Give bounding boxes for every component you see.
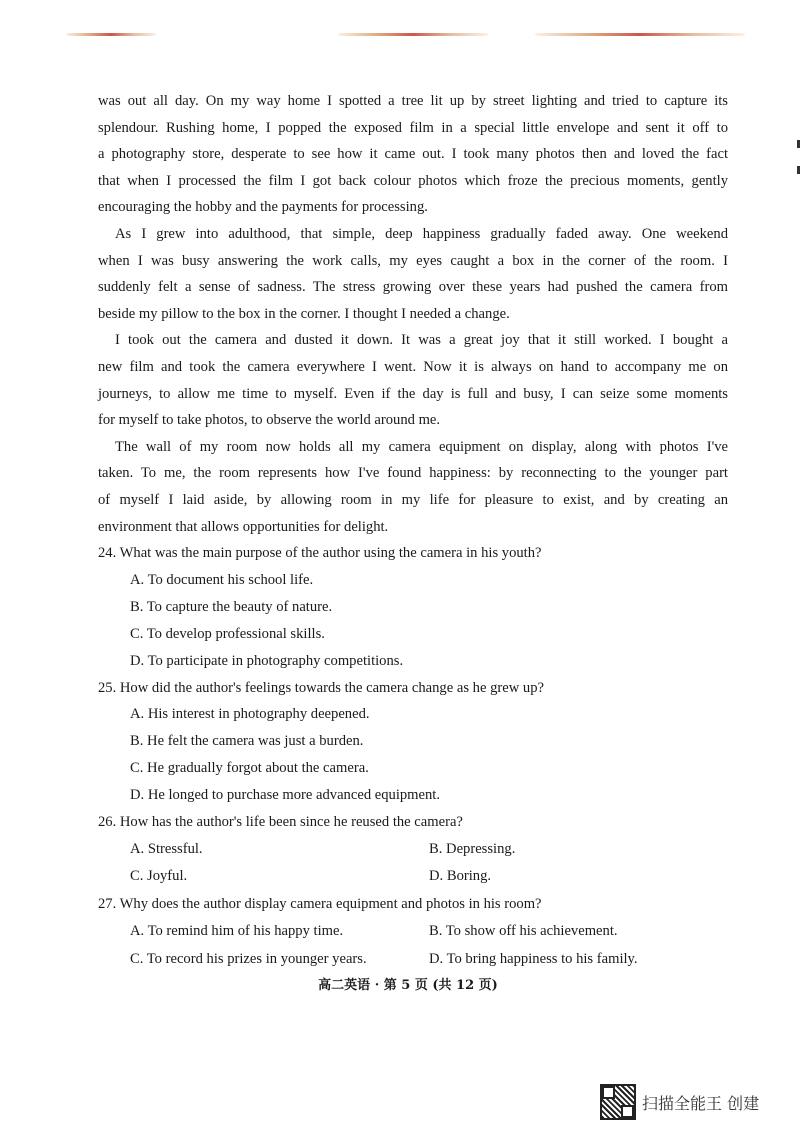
header-decoration-center <box>338 33 488 36</box>
scanner-watermark-text: 扫描全能王 创建 <box>642 1093 760 1113</box>
paragraph-line: that when I processed the film I got back colour photos which froze the precious moments, gently <box>98 172 728 189</box>
paragraph-line: environment that allows opportunities for delight. <box>98 518 389 535</box>
paragraph-line: a photography store, desperate to see how it came out. I took many photos then and loved the fact <box>98 146 728 163</box>
paragraph-line: new film and took the camera everywhere I went. Now it is always on hand to accompany me on <box>98 358 728 375</box>
answer-option: C. He gradually forgot about the camera. <box>130 760 369 777</box>
paragraph-line: for myself to take photos, to observe the world around me. <box>98 412 441 429</box>
paragraph-line: encouraging the hobby and the payments for processing. <box>98 199 428 216</box>
answer-option-row <box>98 836 728 864</box>
answer-option: B. To show off his achievement. <box>429 922 618 939</box>
answer-option: A. His interest in photography deepened. <box>130 706 370 723</box>
qr-code-icon <box>600 1084 636 1120</box>
answer-option: C. To record his prizes in younger years. <box>130 950 367 967</box>
paragraph-line: when I was busy answering the work calls, my eyes caught a box in the corner of the room. I <box>98 252 728 269</box>
header-decoration-right <box>535 33 745 36</box>
answer-option: B. To capture the beauty of nature. <box>130 598 333 615</box>
paragraph <box>98 88 728 221</box>
answer-option: D. To bring happiness to his family. <box>429 950 638 967</box>
page-content <box>98 88 728 973</box>
answer-option-row <box>98 918 728 946</box>
paragraph-line: I took out the camera and dusted it down. It was a great joy that it still worked. I bought a <box>115 332 728 349</box>
answer-option: A. To document his school life. <box>130 571 314 588</box>
question-stem: 25. How did the author's feelings towards the camera change as he grew up? <box>98 679 544 696</box>
question-item <box>98 540 728 674</box>
answer-option: D. To participate in photography competitions. <box>130 652 404 669</box>
answer-option-row <box>98 946 728 974</box>
paragraph-line: The wall of my room now holds all my camera equipment on display, along with photos I've <box>115 438 728 455</box>
questions-section <box>98 540 728 973</box>
paragraph-line: suddenly felt a sense of sadness. The stress growing over these years had pushed the camera from <box>98 279 728 296</box>
paragraph <box>98 434 728 540</box>
answer-option: A. To remind him of his happy time. <box>130 922 344 939</box>
answer-option-row <box>98 863 728 891</box>
paragraph <box>98 327 728 433</box>
answer-option: B. Depressing. <box>429 840 516 857</box>
question-stem: 26. How has the author's life been since he reused the camera? <box>98 814 463 830</box>
answer-option: C. Joyful. <box>130 868 188 885</box>
paragraph <box>98 221 728 327</box>
paragraph-line: beside my pillow to the box in the corner. I thought I needed a change. <box>98 305 510 322</box>
question-item <box>98 675 728 809</box>
page-footer <box>0 974 800 993</box>
question-stem: 27. Why does the author display camera equipment and photos in his room? <box>98 896 542 913</box>
reading-passage <box>98 88 728 540</box>
paragraph-line: journeys, to allow me time to myself. Even if the day is full and busy, I can seize some moments <box>98 385 728 402</box>
question-stem: 24. What was the main purpose of the author using the camera in his youth? <box>98 545 542 562</box>
paragraph-line: splendour. Rushing home, I popped the exposed film in a special little envelope and sent it off to <box>98 119 728 136</box>
answer-option: D. He longed to purchase more advanced equipment. <box>130 787 441 804</box>
paragraph-line: As I grew into adulthood, that simple, deep happiness gradually faded away. One weekend <box>115 225 728 242</box>
paragraph-line: of myself I laid aside, by allowing room in my life for pleasure to exist, and by creating an <box>98 491 728 508</box>
answer-option: A. Stressful. <box>130 840 203 857</box>
answer-option: D. Boring. <box>429 868 492 885</box>
scanner-watermark <box>600 1084 759 1120</box>
question-item <box>98 809 728 891</box>
page-number: 高二英语 · 第 5 页 (共 12 页) <box>318 978 498 993</box>
answer-option: B. He felt the camera was just a burden. <box>130 733 364 750</box>
paragraph-line: taken. To me, the room represents how I've found happiness: by reconnecting to the younger part <box>98 465 728 482</box>
question-item <box>98 891 728 973</box>
header-decoration-left <box>66 33 156 36</box>
answer-option: C. To develop professional skills. <box>130 625 325 642</box>
paragraph-line: was out all day. On my way home I spotted a tree lit up by street lighting and tried to capture its <box>98 93 728 109</box>
